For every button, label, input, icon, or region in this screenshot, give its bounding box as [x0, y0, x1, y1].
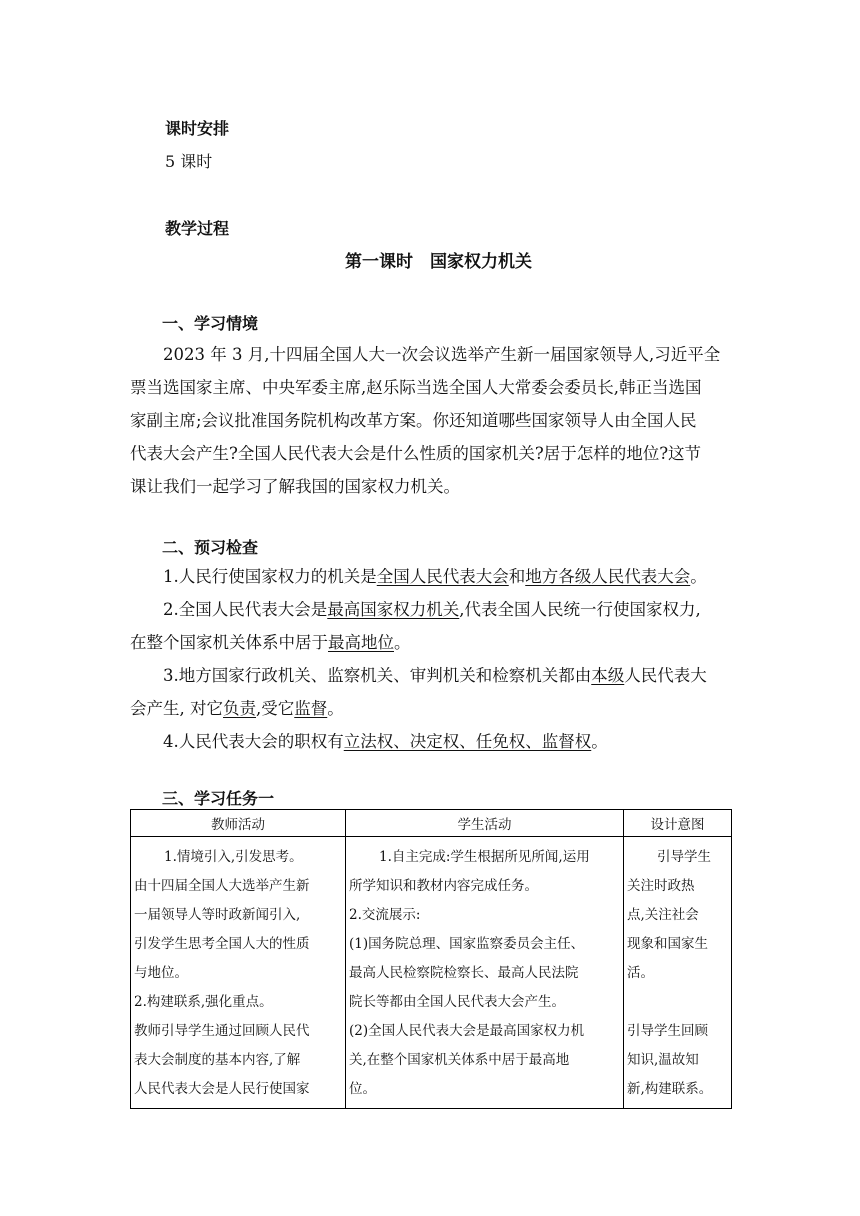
- preview-item-3-cont: 会产生, 对它负责,受它监督。: [130, 699, 344, 718]
- student-line: 院长等都由全国人民代表大会产生。: [349, 994, 565, 1010]
- section1-heading: 一、学习情境: [162, 314, 259, 333]
- intent-line: 活。: [627, 965, 654, 981]
- design-intent-cell: [624, 837, 732, 1109]
- situation-line: 代表大会产生?全国人民代表大会是什么性质的国家机关?居于怎样的地位?这节: [130, 444, 702, 463]
- table-header-row: [131, 810, 732, 837]
- preview-item-1: 1.人民行使国家权力的机关是全国人民代表大会和地方各级人民代表大会。: [163, 567, 707, 586]
- situation-line: 票当选国家主席、中央军委主席,赵乐际当选全国人大常委会委员长,韩正当选国: [130, 378, 702, 397]
- intent-line: 现象和国家生: [627, 936, 708, 952]
- column-header-intent: 设计意图: [624, 810, 732, 837]
- table-row: [131, 837, 732, 1109]
- column-header-teacher: 教师活动: [131, 810, 346, 837]
- situation-line: 家副主席;会议批准国务院机构改革方案。你还知道哪些国家领导人由全国人民: [130, 411, 697, 430]
- preview-check-list: [130, 560, 730, 758]
- intent-line: 知识,温故知: [627, 1052, 699, 1068]
- student-line: 2.交流展示:: [349, 907, 421, 923]
- intent-line: 引导学生回顾: [627, 1023, 708, 1039]
- teacher-line: 表大会制度的基本内容,了解: [134, 1052, 301, 1068]
- intent-line: [627, 988, 728, 1017]
- answer-blank: 立法权、决定权、任免权、监督权: [343, 732, 592, 751]
- situation-line: 课让我们一起学习了解我国的国家权力机关。: [130, 477, 460, 496]
- student-line: 最高人民检察院检察长、最高人民法院: [349, 965, 579, 981]
- teacher-line: 与地位。: [134, 965, 188, 981]
- student-line: (2)全国人民代表大会是最高国家权力机: [349, 1023, 585, 1039]
- task-table: [130, 809, 732, 1109]
- preview-item-3: 3.地方国家行政机关、监察机关、审判机关和检察机关都由本级人民代表大: [163, 666, 707, 685]
- teacher-line: 引发学生思考全国人大的性质: [134, 936, 310, 952]
- process-heading: 教学过程: [165, 219, 230, 238]
- student-line: 1.自主完成:学生根据所见所闻,运用: [379, 849, 590, 865]
- preview-item-2: 2.全国人民代表大会是最高国家权力机关,代表全国人民统一行使国家权力,: [163, 600, 701, 619]
- column-header-student: 学生活动: [346, 810, 624, 837]
- intent-line: 新,构建联系。: [627, 1081, 713, 1097]
- section3-heading: 三、学习任务一: [162, 789, 275, 808]
- intent-line: 关注时政热: [627, 878, 695, 894]
- preview-item-2-cont: 在整个国家机关体系中居于最高地位。: [130, 633, 411, 652]
- situation-paragraph: [130, 338, 730, 503]
- lesson-title: 第一课时 国家权力机关: [345, 252, 532, 272]
- teacher-line: 人民代表大会是人民行使国家: [134, 1081, 310, 1097]
- teacher-line: 1.情境引入,引发思考。: [164, 849, 303, 865]
- teacher-activity-cell: [131, 837, 346, 1109]
- preview-item-4: 4.人民代表大会的职权有立法权、决定权、任免权、监督权。: [163, 732, 608, 751]
- schedule-value: 5 课时: [165, 152, 213, 171]
- teacher-line: 教师引导学生通过回顾人民代: [134, 1023, 310, 1039]
- student-line: 关,在整个国家机关体系中居于最高地: [349, 1052, 570, 1068]
- student-activity-cell: [346, 837, 624, 1109]
- student-line: (1)国务院总理、国家监察委员会主任、: [349, 936, 585, 952]
- answer-blank: 负责: [223, 699, 256, 718]
- teacher-line: 2.构建联系,强化重点。: [134, 994, 273, 1010]
- teacher-line: 一届领导人等时政新闻引入,: [134, 907, 301, 923]
- teacher-line: 由十四届全国人大选举产生新: [134, 878, 310, 894]
- student-line: 所学知识和教材内容完成任务。: [349, 878, 538, 894]
- student-line: 位。: [349, 1081, 376, 1097]
- answer-blank: 最高地位: [328, 633, 394, 652]
- answer-blank: 本级: [591, 666, 625, 685]
- situation-line: 2023 年 3 月,十四届全国人大一次会议选举产生新一届国家领导人,习近平全: [163, 345, 721, 364]
- schedule-heading: 课时安排: [165, 119, 230, 138]
- answer-blank: 地方各级人民代表大会: [525, 567, 691, 586]
- answer-blank: 全国人民代表大会: [376, 567, 509, 586]
- intent-line: 点,关注社会: [627, 907, 699, 923]
- answer-blank: 监督: [294, 699, 328, 718]
- intent-line: 引导学生: [657, 849, 711, 865]
- answer-blank: 最高国家权力机关: [327, 600, 460, 619]
- section2-heading: 二、预习检查: [162, 538, 259, 557]
